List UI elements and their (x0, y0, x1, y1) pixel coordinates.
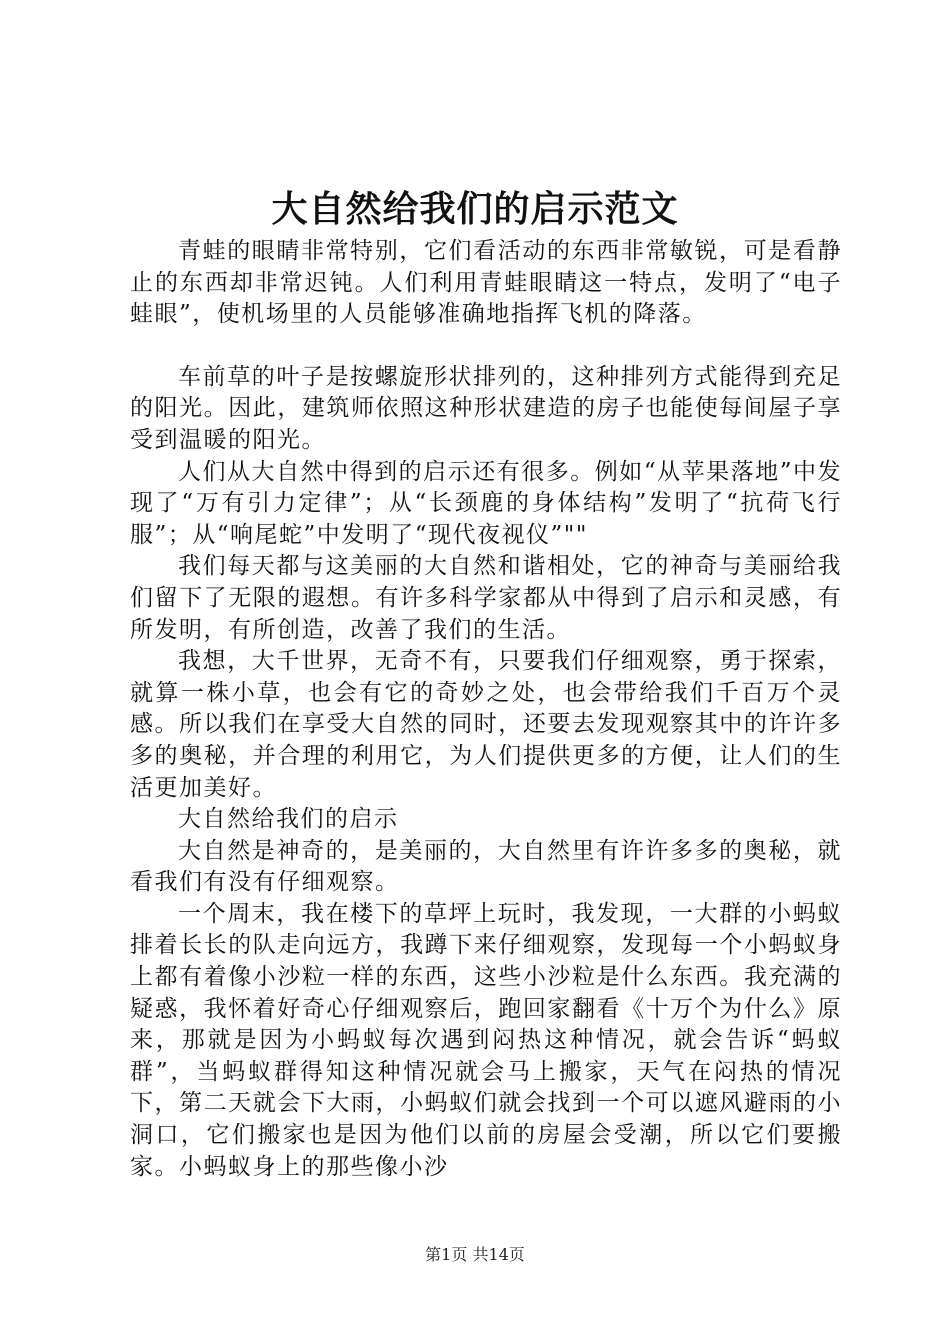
document-title: 大自然给我们的启示范文 (271, 188, 679, 230)
paragraph-inspirations: 人们从大自然中得到的启示还有很多。例如“从苹果落地”中发现了“万有引力定律”；从“长颈鹿的身体结构”发明了“抗荷飞行服”；从“响尾蛇”中发明了“现代夜视仪”"" (130, 458, 842, 548)
paragraph-nature-mystery: 大自然是神奇的，是美丽的，大自然里有许许多多的奥秘，就看我们有没有仔细观察。 (130, 837, 842, 896)
section-heading: 大自然给我们的启示 (178, 806, 399, 833)
paragraph-plantain: 车前草的叶子是按螺旋形状排列的，这种排列方式能得到充足的阳光。因此，建筑师依照这种形状建造的房子也能使每间屋子享受到温暖的阳光。 (130, 363, 842, 453)
paragraph-ants: 一个周末，我在楼下的草坪上玩时，我发现，一大群的小蚂蚁排着长长的队走向远方，我蹲下来仔细观察，发现每一个小蚂蚁身上都有着像小沙粒一样的东西，这些小沙粒是什么东西。我充满的疑惑，我怀着好奇心仔细观察后，跑回家翻看《十万个为什么》原来，那就是因为小蚂蚁每次遇到闷热这种情况，就会告诉“蚂蚁群”，当蚂蚁群得知这种情况就会马上搬家，天气在闷热的情况下，第二天就会下大雨，小蚂蚁们就会找到一个可以遮风避雨的小洞口，它们搬家也是因为他们以前的房屋会受潮，所以它们要搬家。小蚂蚁身上的那些像小沙 (130, 900, 842, 1180)
paragraph-harmony: 我们每天都与这美丽的大自然和谐相处，它的神奇与美丽给我们留下了无限的遐想。有许多科学家都从中得到了启示和灵感，有所发明，有所创造，改善了我们的生活。 (130, 553, 842, 643)
document-body (130, 236, 842, 1183)
paragraph-frog-eyes: 青蛙的眼睛非常特别，它们看活动的东西非常敏锐，可是看静止的东西却非常迟钝。人们利用青蛙眼睛这一特点，发明了“电子蛙眼”，使机场里的人员能够准确地指挥飞机的降落。 (130, 238, 842, 328)
paragraph-observation: 我想，大千世界，无奇不有，只要我们仔细观察，勇于探索，就算一株小草，也会有它的奇妙之处，也会带给我们千百万个灵感。所以我们在享受大自然的同时，还要去发现观察其中的许许多多的奥秘，并合理的利用它，为人们提供更多的方便，让人们的生活更加美好。 (130, 648, 842, 801)
page-footer: 第1页 共14页 (425, 1245, 525, 1264)
